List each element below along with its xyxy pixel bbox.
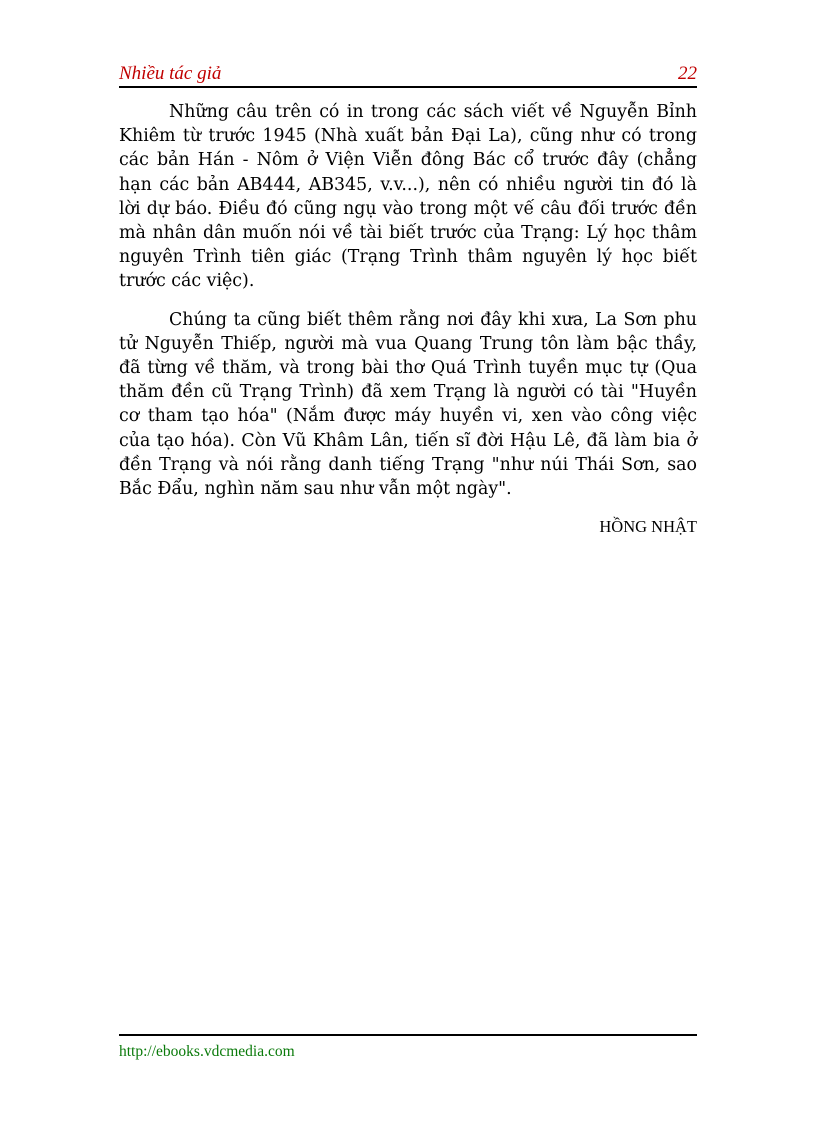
paragraph-2: Chúng ta cũng biết thêm rằng nơi đây khi xưa, La Sơn phu tử Nguyễn Thiếp, người mà vua Quang Trung tôn làm bậc thầy, đã từng về thăm, và trong bài thơ Quá Trình tuyền mục tự (Qua thăm đền cũ Trạng Trình) đã xem Trạng là người có tài "Huyền cơ tham tạo hóa" (Nắm được máy huyền vi, xen vào công việc của tạo hóa). Còn Vũ Khâm Lân, tiến sĩ đời Hậu Lê, đã làm bia ở đền Trạng và nói rằng danh tiếng Trạng "như núi Thái Sơn, sao Bắc Đẩu, nghìn năm sau như vẫn một ngày". — [119, 309, 697, 500]
paragraph-1: Những câu trên có in trong các sách viết về Nguyễn Bỉnh Khiêm từ trước 1945 (Nhà xuất bản Đại La), cũng như có trong các bản Hán - Nôm ở Viện Viễn đông Bác cổ trước đây (chẳng hạn các bản AB444, AB345, v.v...), nên có nhiều người tin đó là lời dự báo. Điều đó cũng ngụ vào trong một vế câu đối trước đền mà nhân dân muốn nói về tài biết trước của Trạng: Lý học thâm nguyên Trình tiên giác (Trạng Trình thâm nguyên lý học biết trước các việc). — [119, 102, 697, 292]
book-title: Nhiều tác giả — [119, 63, 222, 84]
footer-divider — [119, 1034, 697, 1036]
footer-link[interactable]: http://ebooks.vdcmedia.com — [119, 1043, 295, 1060]
page-header — [119, 60, 697, 88]
page-number: 22 — [678, 63, 697, 84]
page-body — [119, 100, 697, 539]
author-signature: HỒNG NHẬT — [599, 517, 697, 537]
